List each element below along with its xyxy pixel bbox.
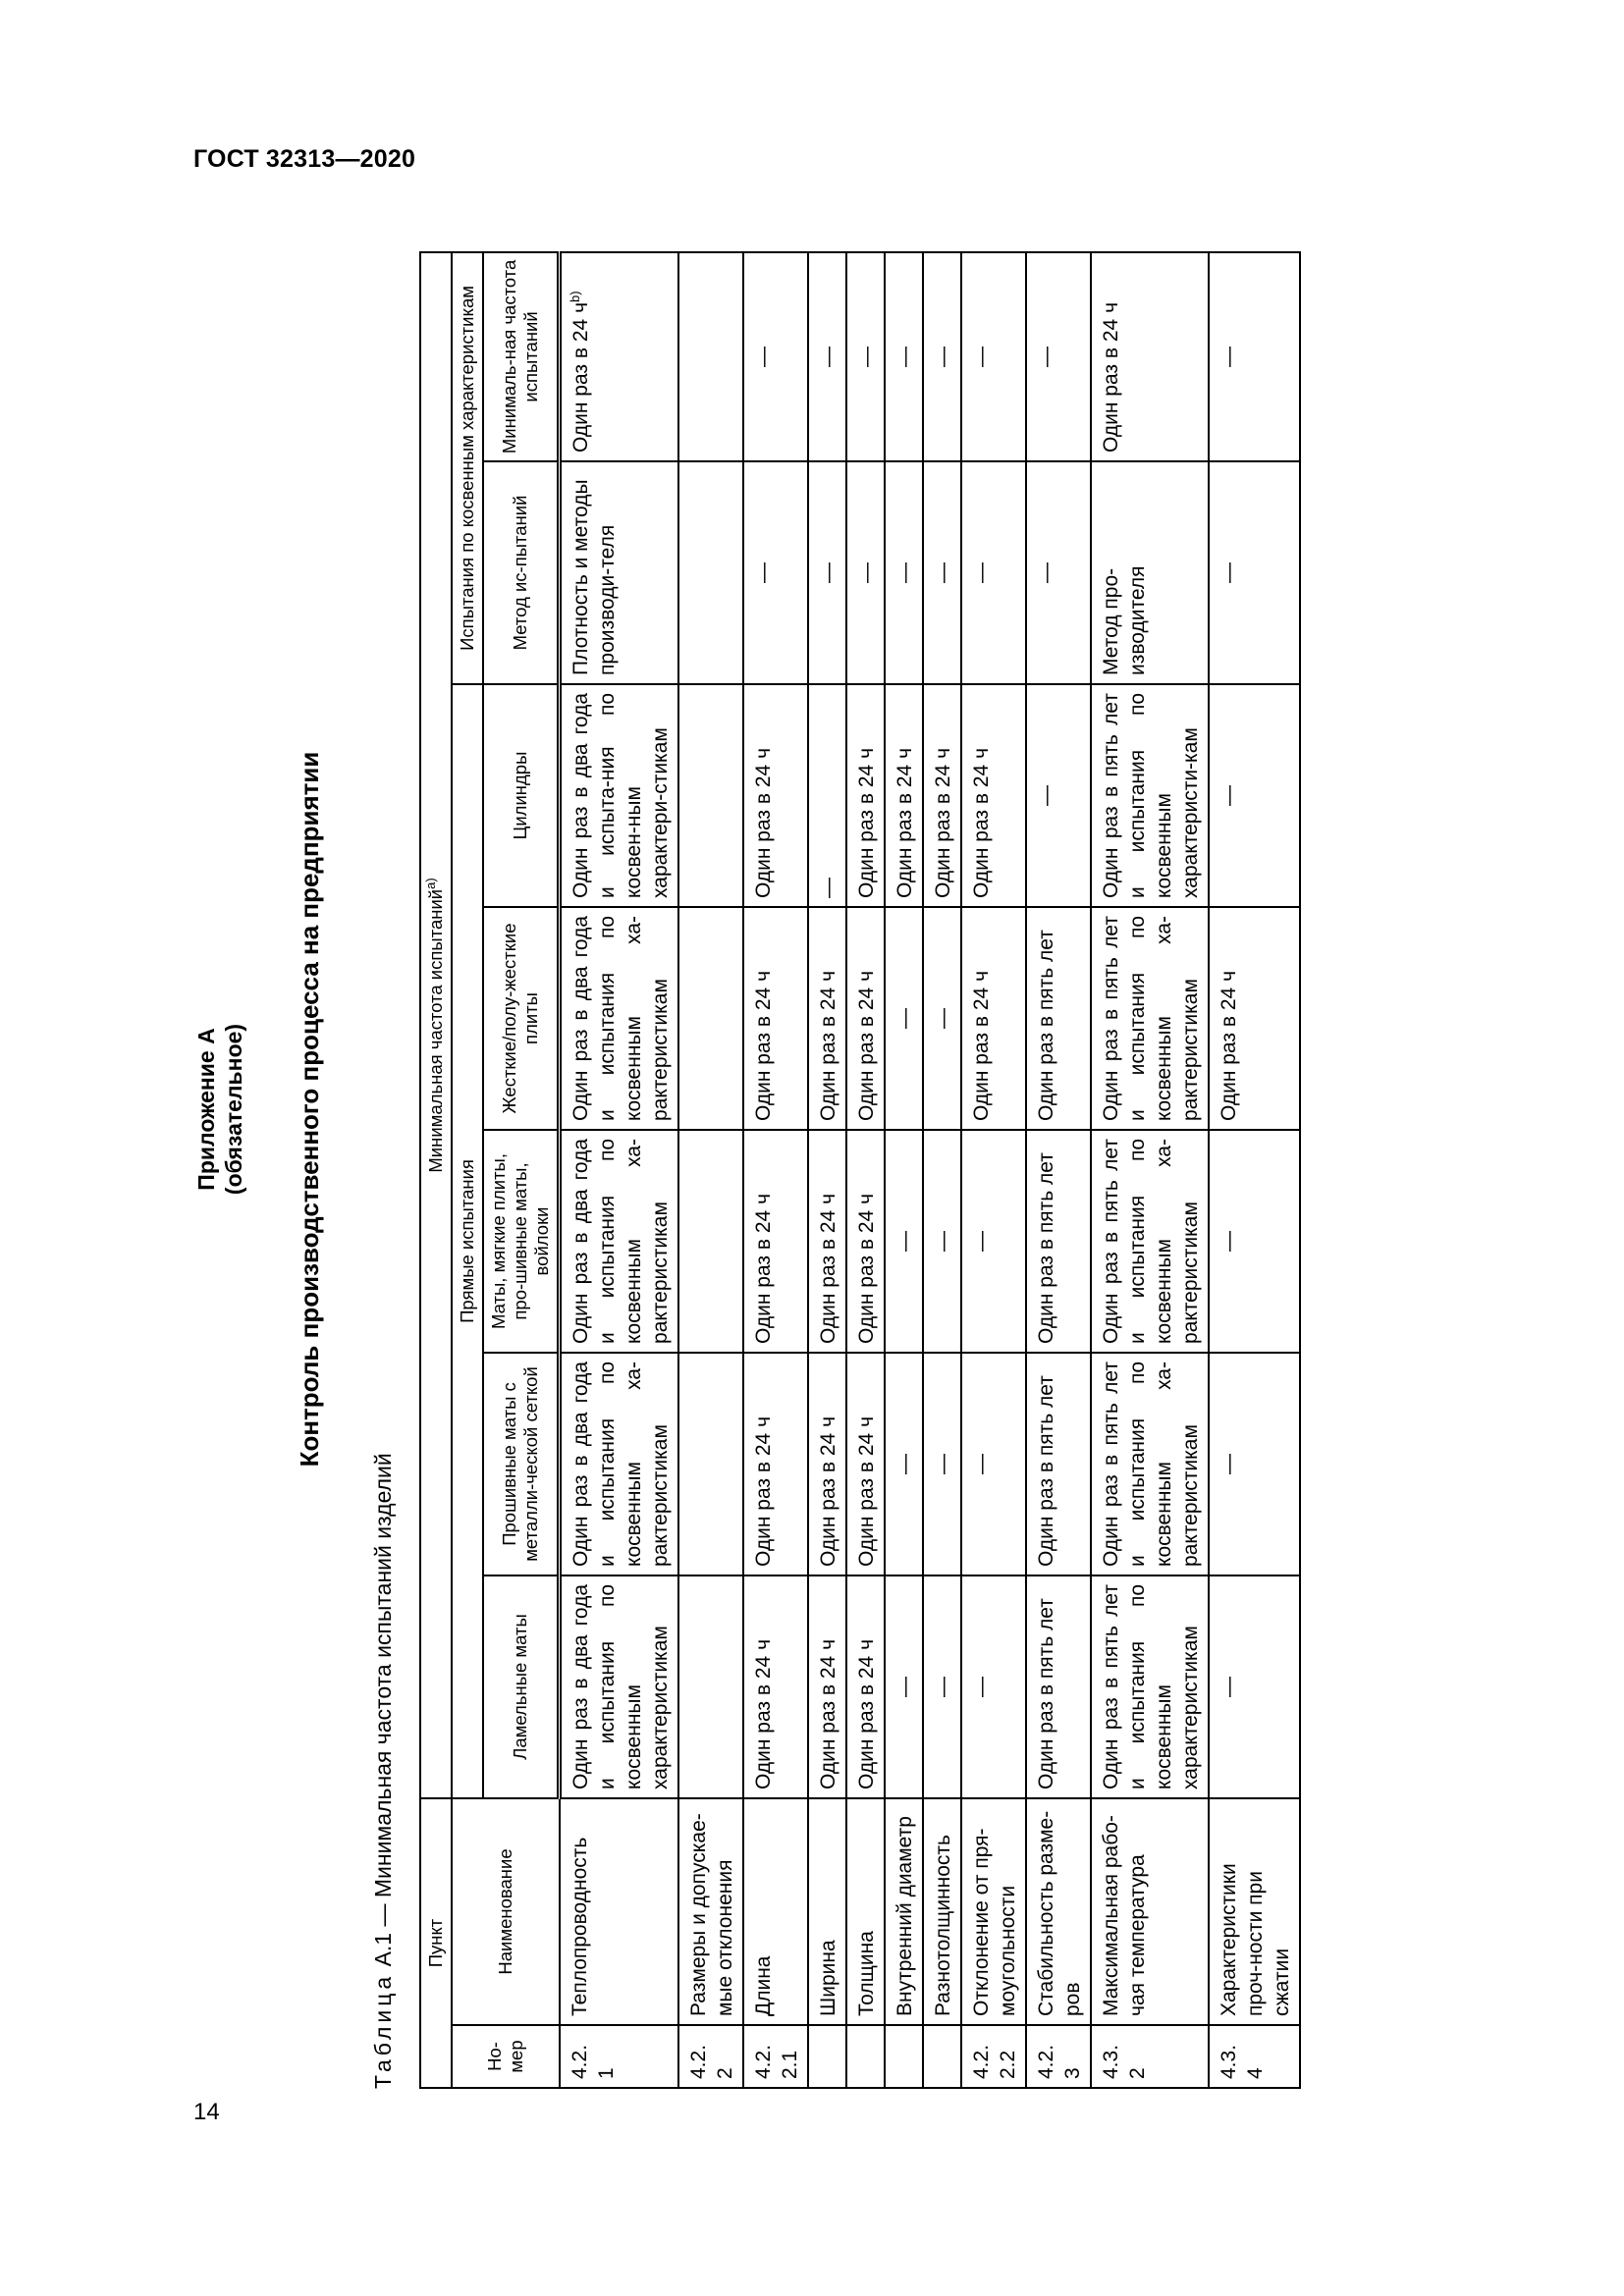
cell-stitched <box>678 1353 743 1575</box>
row-name: Стабильность разме-ров <box>1026 1798 1091 2025</box>
cell-stitched: Один раз в 24 ч <box>808 1353 846 1575</box>
table-row <box>678 252 743 2088</box>
cell-rate: — <box>961 252 1026 461</box>
annex-status: (обязательное) <box>221 1023 246 1196</box>
cell-rate: Один раз в 24 ч <box>1091 252 1209 461</box>
cell-method <box>678 461 743 684</box>
cell-cylinders <box>678 684 743 907</box>
cell-rigid: Один раз в 24 ч <box>808 907 846 1130</box>
cell-rigid <box>678 907 743 1130</box>
cell-cylinders: Один раз в 24 ч <box>923 684 961 907</box>
header-rigid-boards: Жесткие/полу-жесткие плиты <box>483 907 560 1130</box>
cell-stitched: Один раз в пять лет и испытания по косвенным ха-рактеристикам <box>1091 1353 1209 1575</box>
row-name: Размеры и допускае-мые отклонения <box>678 1798 743 2025</box>
cell-cylinders: Один раз в 24 ч <box>743 684 808 907</box>
table-caption <box>370 1453 397 2089</box>
header-min-rate: Минималь-ная частота испытаний <box>483 252 560 461</box>
cell-method: — <box>846 461 885 684</box>
cell-cylinders: Один раз в 24 ч <box>961 684 1026 907</box>
cell-lamella: Один раз в пять лет <box>1026 1575 1091 1798</box>
table-row <box>1026 252 1091 2088</box>
cell-rigid: Один раз в 24 ч <box>846 907 885 1130</box>
cell-cylinders: Один раз в 24 ч <box>846 684 885 907</box>
cell-rate: — <box>923 252 961 461</box>
header-indirect-tests: Испытания по косвенным характеристикам <box>452 252 483 684</box>
row-name: Характеристики проч-ности при сжатии <box>1209 1798 1300 2025</box>
row-number: 4.2.2 <box>678 2025 743 2088</box>
cell-method: — <box>961 461 1026 684</box>
cell-rigid: Один раз в пять лет <box>1026 907 1091 1130</box>
table-row <box>923 252 961 2088</box>
cell-mats: — <box>885 1130 923 1353</box>
cell-rigid: Один раз в 24 ч <box>743 907 808 1130</box>
cell-rigid: Один раз в 24 ч <box>961 907 1026 1130</box>
cell-mats: — <box>1209 1130 1300 1353</box>
cell-rate: — <box>1209 252 1300 461</box>
cell-mats: Один раз в два года и испытания по косвенным ха-рактеристикам <box>560 1130 679 1353</box>
cell-stitched: — <box>961 1353 1026 1575</box>
row-number <box>885 2025 923 2088</box>
cell-stitched: Один раз в пять лет <box>1026 1353 1091 1575</box>
cell-method: — <box>743 461 808 684</box>
row-number: 4.2.2.1 <box>743 2025 808 2088</box>
table-row <box>846 252 885 2088</box>
cell-lamella: Один раз в два года и испытания по косвенным характеристикам <box>560 1575 679 1798</box>
cell-stitched: — <box>923 1353 961 1575</box>
row-number: 4.3.4 <box>1209 2025 1300 2088</box>
table-row <box>808 252 846 2088</box>
cell-stitched: Один раз в 24 ч <box>846 1353 885 1575</box>
cell-method: — <box>808 461 846 684</box>
row-name: Длина <box>743 1798 808 2025</box>
cell-rigid: Один раз в 24 ч <box>1209 907 1300 1130</box>
cell-mats: Один раз в пять лет и испытания по косвенным ха-рактеристикам <box>1091 1130 1209 1353</box>
row-number <box>846 2025 885 2088</box>
cell-mats: — <box>923 1130 961 1353</box>
table-caption-text: А.1 — Минимальная частота испытаний изделий <box>370 1453 396 1973</box>
frequency-table <box>419 251 1301 2089</box>
row-name: Ширина <box>808 1798 846 2025</box>
row-name: Разнотолщинность <box>923 1798 961 2025</box>
cell-cylinders: — <box>808 684 846 907</box>
cell-stitched: Один раз в два года и испытания по косвенным ха-рактеристикам <box>560 1353 679 1575</box>
header-stitched-mats: Прошивные маты с металли-ческой сеткой <box>483 1353 560 1575</box>
row-number: 4.2.2.2 <box>961 2025 1026 2088</box>
cell-rate: — <box>743 252 808 461</box>
row-number <box>923 2025 961 2088</box>
cell-mats: Один раз в 24 ч <box>846 1130 885 1353</box>
row-number <box>808 2025 846 2088</box>
row-number: 4.3.2 <box>1091 2025 1209 2088</box>
cell-rigid: — <box>885 907 923 1130</box>
cell-rate: — <box>808 252 846 461</box>
table-row <box>885 252 923 2088</box>
cell-rigid: Один раз в пять лет и испытания по косвенным ха-рактеристикам <box>1091 907 1209 1130</box>
header-number: Но-мер <box>452 2025 560 2088</box>
cell-stitched: — <box>885 1353 923 1575</box>
table-row <box>743 252 808 2088</box>
cell-mats: — <box>961 1130 1026 1353</box>
cell-rate <box>678 252 743 461</box>
cell-lamella: Один раз в 24 ч <box>808 1575 846 1798</box>
cell-cylinders: — <box>1209 684 1300 907</box>
cell-method: — <box>1209 461 1300 684</box>
table-row <box>1209 252 1300 2088</box>
header-lamella-mats: Ламельные маты <box>483 1575 560 1798</box>
cell-mats: Один раз в пять лет <box>1026 1130 1091 1353</box>
cell-lamella <box>678 1575 743 1798</box>
cell-lamella: — <box>961 1575 1026 1798</box>
cell-lamella: Один раз в 24 ч <box>743 1575 808 1798</box>
cell-mats: Один раз в 24 ч <box>808 1130 846 1353</box>
table-row <box>560 252 679 2088</box>
row-name: Внутренний диаметр <box>885 1798 923 2025</box>
header-cylinders: Цилиндры <box>483 684 560 907</box>
cell-rate: — <box>846 252 885 461</box>
cell-cylinders: Один раз в пять лет и испытания по косвенным характеристи-кам <box>1091 684 1209 907</box>
header-min-frequency: Минимальная частота испытаний$^{а)}$ <box>420 252 452 1798</box>
cell-stitched: — <box>1209 1353 1300 1575</box>
table-row <box>961 252 1026 2088</box>
cell-lamella: — <box>885 1575 923 1798</box>
cell-method: Плотность и методы производи-теля <box>560 461 679 684</box>
cell-method: — <box>1026 461 1091 684</box>
cell-cylinders: — <box>1026 684 1091 907</box>
cell-mats: Один раз в 24 ч <box>743 1130 808 1353</box>
cell-rate: — <box>885 252 923 461</box>
header-soft-mats: Маты, мягкие плиты, про-шивные маты, войлоки <box>483 1130 560 1353</box>
cell-method: — <box>885 461 923 684</box>
row-number: 4.2.1 <box>560 2025 679 2088</box>
table-row <box>1091 252 1209 2088</box>
row-name: Максимальная рабо-чая температура <box>1091 1798 1209 2025</box>
cell-method: — <box>923 461 961 684</box>
page-number: 14 <box>193 2099 220 2125</box>
cell-lamella: — <box>1209 1575 1300 1798</box>
cell-cylinders: Один раз в 24 ч <box>885 684 923 907</box>
header-direct-tests: Прямые испытания <box>452 684 483 1798</box>
cell-rate: — <box>1026 252 1091 461</box>
cell-cylinders: Один раз в два года и испыта-ния по косвен-ным характери-стикам <box>560 684 679 907</box>
standard-code: ГОСТ 32313—2020 <box>193 145 416 173</box>
cell-method: Метод про-изводителя <box>1091 461 1209 684</box>
row-name: Отклонение от пря-моугольности <box>961 1798 1026 2025</box>
row-name: Теплопроводность <box>560 1798 679 2025</box>
cell-rate: Один раз в 24 $ч^{b)}$ <box>560 252 679 461</box>
table-caption-label: Таблица <box>370 1972 396 2089</box>
cell-lamella: Один раз в пять лет и испытания по косвенным характеристикам <box>1091 1575 1209 1798</box>
cell-mats <box>678 1130 743 1353</box>
header-test-method: Метод ис-пытаний <box>483 461 560 684</box>
cell-stitched: Один раз в 24 ч <box>743 1353 808 1575</box>
header-name: Наименование <box>452 1798 560 2025</box>
section-title: Контроль производственного процесса на предприятии <box>295 751 324 1468</box>
cell-lamella: Один раз в 24 ч <box>846 1575 885 1798</box>
rotated-page-content <box>193 128 1372 2091</box>
cell-lamella: — <box>923 1575 961 1798</box>
row-name: Толщина <box>846 1798 885 2025</box>
cell-rigid: Один раз в два года и испытания по косвенным ха-рактеристикам <box>560 907 679 1130</box>
annex-title: Приложение А <box>193 1028 219 1191</box>
cell-rigid: — <box>923 907 961 1130</box>
row-number: 4.2.3 <box>1026 2025 1091 2088</box>
header-punkt: Пункт <box>420 1798 452 2088</box>
